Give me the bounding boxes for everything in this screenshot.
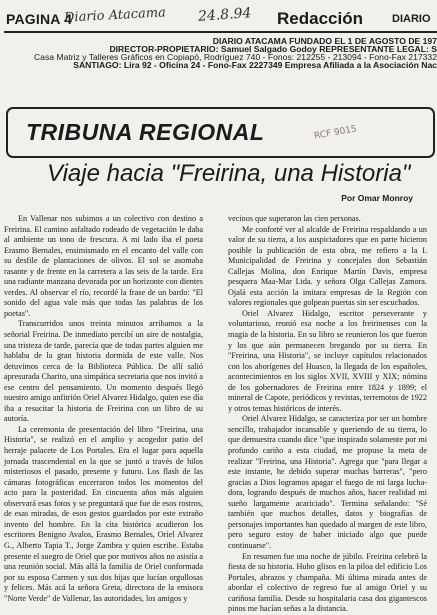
section-box — [6, 107, 435, 158]
paragraph: Transcurridos unos treinta minutos arribamos a la señorial Freirina. De inmediato percibí un aire de nostalgia, una tristeza de tarde, parecía que de todas partes alguien me hablaba de la gran historia dormida de este valle. Nos detuvimos cerca de la Biblioteca Pública. De allí salió apresurada Charito, una simpática secretaria que nos invitó a ese centro del pensamiento. Un momento después llegó nuestro amigo anfitrión Oriel Alvarez Hidalgo, quien ese día iba a resucitar la historia de Freirina con un libro de su autoría. — [4, 319, 203, 424]
section-name: Redacción — [277, 9, 363, 28]
article-title: Viaje hacia "Freirina, una Historia" — [47, 160, 411, 187]
section-box-title: TRIBUNA REGIONAL — [26, 119, 265, 145]
paragraph: En resumen fue una noche de júbilo. Freirina celebró la fiesta de su historia. Hubo glisos en la piloa del edificio Los Portales, abrazos y champaña. Mi última mirada antes de abordar el colectivo de regreso fue al amigo Oriel y su cariñosa familia. Desde su hospitalaria casa dos gigantescos pinos me hacían señas a la distancia. — [228, 551, 427, 614]
archive-stamp: RCF 9015 — [313, 124, 358, 142]
masthead-line-2: DIRECTOR-PROPIETARIO: Samuel Salgado Godoy REPRESENTANTE LEGAL: S — [109, 44, 437, 54]
masthead-line-1: DIARIO ATACAMA FUNDADO EL 1 DE AGOSTO DE 197 — [212, 36, 437, 46]
article-column-right — [228, 214, 427, 615]
paragraph: Oriel Alvarez Hidalgo, se caracteriza por ser un hombre sencillo, trabajador incansable y queriendo de su tierra, lo que demuestra cuando dice "que inspirado solamente por mi profundo cariño a esta ciudad, me propuse la meta de realizar "Freirina, una Historia". Agrega que "para llegar a este instante, he debido superar muchas barreras", "pero gracias a Dios logramos apagar el fuego de mi larga lucha-dora, logrando después de muchos años, hacer realidad mi sueño largamente acariciado". Termina señalando: "Sé también que muchos detalles, datos y biografías de personajes importantes han quedado al margen de este libro, pero seguro estoy de haber iniciado algo que puede continuarse". — [228, 414, 427, 550]
page-number: PAGINA 4 — [6, 11, 73, 27]
article-column-left — [4, 214, 203, 604]
handwritten-date: 24.8.94 — [197, 5, 252, 25]
paragraph: Me conforté ver al alcalde de Freirina respaldando a un valor de su tierra, a los auspiciadores que en parte hicieron posible la publicación de esta obra, me refiero a la I. Municipalidad de Freirina y concejales don Sebastián Callejas Molina, don Enrique Martín Davis, empresa pesquera Maa-Mar Ltda. y señora Olga Callejas Zamora. Ojalá esta acción la imitara empresas de la Región con valores regionales que golpean puertas sin ser escuchados. — [228, 224, 427, 308]
paragraph: La ceremonia de presentación del libro "Freirina, una Historia", se realizó en el amplio y acogedor patio del herraje palacete de Los Portales. Era el lugar para aquella jornada trascendental en la que se juntó a través de hilos misteriosos el pasado, presente y futuro. Los flash de las cámaras fotográficas encerraron todos los momentos del acto para la posteridad. En cincuenta años más alguien observará esas fotos y se preguntará que fue de esos rostros, de esas miradas, de esos gestos guardados por este extraño invento del hombre. En la cita histórica acudieron los escritores Benigno Avalos, Erasmo Bernales, Oriel Alvarez G., Alberto Tapia T., Jorge Zambra y quien escribe. Estaba presente el suegro de Oriel que por motivos años no asistía a una reunión social. Más allá la familia de Oriel conformada por su esposa Carmen y sus dos hijas que lucían orgullosas y felices. Más acá la señora Greta, directora de la emisora "Norte Verde" de Vallenar, las autoridades, los amigos y — [4, 424, 203, 603]
header-rule — [4, 31, 437, 33]
diario-label: DIARIO — [392, 13, 431, 25]
masthead-line-4: SANTIAGO: Lira 92 - Oficina 24 - Fono-Fax 2227349 Empresa Afiliada a la Asociación Nac — [73, 60, 437, 70]
article-author: Por Omar Monroy — [341, 193, 413, 203]
paragraph: En Vallenar nos subimos a un colectivo con destino a Freirina. El camino asfaltado rodeado de vegetación le daba al ambiente un tono de frescura. A mi lado iba el poeta Erasmo Bernales, ensimismado en el encanto del valle con su desfile de plantaciones de olivos. El sol se asomaba rasante y de frente en la carretera a las seis de la tarde. Era una radiante manzana devorada por un horizonte con dientes verdes. Al observar el río, recordé la frase de un bardo: "El sonido del agua vale más que todas las palabras de los poetas". — [4, 214, 203, 318]
paragraph: Oriel Alvarez Hidalgo, escritor perseverante y voluntarioso, reunió esa noche a los freirinenses con la magia de la historia. En su libro se reunieron los que fueron y los que aún permanecen bregando por su tierra. En "Freirina, una Historia", se incluye capítulos relacionados con los aborígenes del Huasco, la llegada de los españoles, acontecimientos en los siglos XVII, XVIII y XIX; nómina de los gobernadores de Freirina entre 1824 y 1899; el mineral de Capote, periódicos y revistas, terremotos de 1922 y otros temas históricos de interés. — [228, 308, 427, 413]
handwritten-paper-name: Diario Atacama — [63, 5, 167, 26]
paragraph: vecinos que superaron las cien personas. — [228, 214, 361, 223]
masthead-line-3: Casa Matriz y Talleres Gráficos en Copiapó, Rodríguez 740 - Fonos: 212255 - 213094 - Fono-Fax 217332 — [33, 52, 437, 62]
